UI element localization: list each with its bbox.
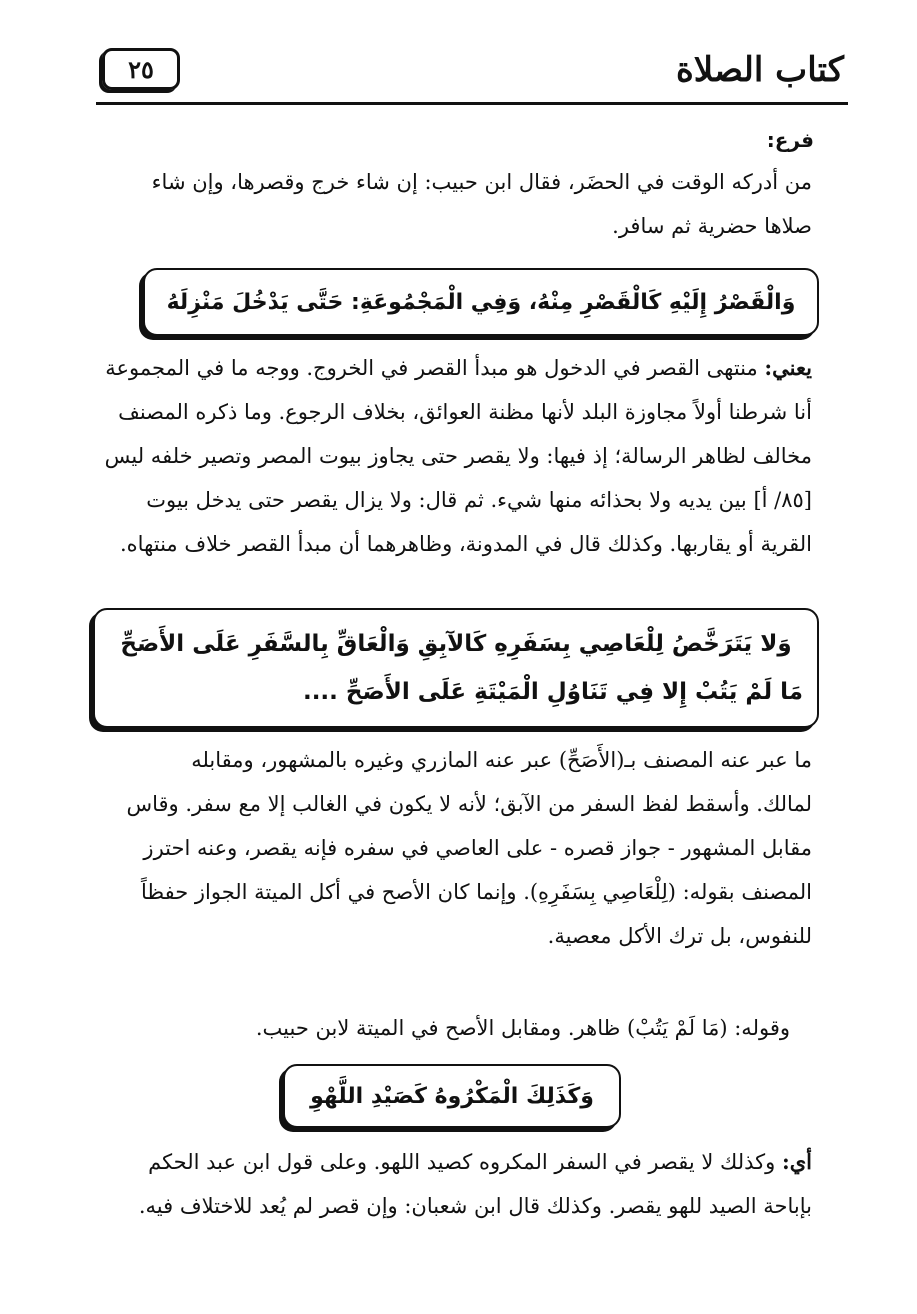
matn-text: مَا لَمْ يَتُبْ إِلا فِي تَنَاوُلِ الْمَيْتَةِ عَلَى الأَصَحِّ ....: [302, 679, 803, 705]
matn-text: وَلا يَتَرَخَّصُ لِلْعَاصِي بِسَفَرِهِ كَالآبِقِ وَالْعَاقِّ بِالسَّفَرِ عَلَى الأَصَحِّ: [120, 631, 792, 657]
header-divider: [96, 102, 848, 105]
paragraph-2: [92, 346, 812, 566]
paragraph-line: [٨٥/ أ] بين يديه ولا بحذائه منها شيء. ثم قال: ولا يزال يقصر حتى يدخل بيوت: [146, 488, 812, 512]
paragraph-line: للنفوس، بل ترك الأكل معصية.: [547, 924, 812, 948]
section-label-far: فرع:: [766, 128, 814, 152]
paragraph-line: المصنف بقوله: (لِلْعَاصِي بِسَفَرِهِ). وإنما كان الأصح في أكل الميتة الجواز حفظاً: [140, 880, 812, 904]
book-title: كتاب الصلاة: [675, 50, 844, 90]
paragraph-line: أي: وكذلك لا يقصر في السفر المكروه كصيد اللهو. وعلى قول ابن عبد الحكم: [148, 1149, 812, 1174]
paragraph-line: أنا شرطنا أولاً مجاوزة البلد لأنها مظنة العوائق، بخلاف الرجوع. وما ذكره المصنف: [118, 400, 812, 424]
paragraph-lead: أي:: [781, 1149, 812, 1174]
paragraph-line: من أدركه الوقت في الحضَر، فقال ابن حبيب: إن شاء خرج وقصرها، وإن شاء: [151, 170, 812, 194]
paragraph-1: [92, 160, 812, 248]
matn-box-3: [283, 1064, 621, 1128]
paragraph-lead: يعني:: [764, 355, 812, 380]
paragraph-line: صلاها حضرية ثم سافر.: [612, 214, 812, 238]
matn-box-2: [93, 608, 819, 728]
matn-text: وَكَذَلِكَ الْمَكْرُوهُ كَصَيْدِ اللَّهْوِ: [310, 1083, 594, 1109]
paragraph-line: مخالف لظاهر الرسالة؛ إذ فيها: ولا يقصر حتى يجاوز بيوت المصر وتصير خلفه ليس: [104, 444, 812, 468]
page-number: ٢٥: [102, 48, 180, 90]
paragraph-5: [92, 1140, 812, 1228]
matn-box-1: [143, 268, 819, 336]
paragraph-line: يعني: منتهى القصر في الدخول هو مبدأ القصر في الخروج. ووجه ما في المجموعة: [105, 355, 812, 380]
paragraph-line: بإباحة الصيد للهو يقصر. وكذلك قال ابن شعبان: وإن قصر لم يُعد للاختلاف فيه.: [138, 1194, 812, 1218]
paragraph-line: ما عبر عنه المصنف بـ(الأَصَحِّ) عبر عنه المازري وغيره بالمشهور، ومقابله: [191, 748, 812, 772]
paragraph-line: وقوله: (مَا لَمْ يَتُبْ) ظاهر. ومقابل الأصح في الميتة لابن حبيب.: [255, 1016, 790, 1040]
paragraph-line: لمالك. وأسقط لفظ السفر من الآبق؛ لأنه لا يكون في الغالب إلا مع سفر. وقاس: [126, 792, 812, 816]
paragraph-3: [92, 738, 812, 958]
page-header: [96, 40, 848, 110]
paragraph-4: [92, 1006, 812, 1050]
paragraph-line: مقابل المشهور - جواز قصره - على العاصي في سفره فإنه يقصر، وعنه احترز: [143, 836, 812, 860]
matn-text: وَالْقَصْرُ إِلَيْهِ كَالْقَصْرِ مِنْهُ، وَفِي الْمَجْمُوعَةِ: حَتَّى يَدْخُلَ مَنْزِلَهُ: [166, 289, 796, 315]
paragraph-line: القرية أو يقاربها. وكذلك قال في المدونة، وظاهرهما أن مبدأ القصر خلاف منتهاه.: [120, 532, 812, 556]
